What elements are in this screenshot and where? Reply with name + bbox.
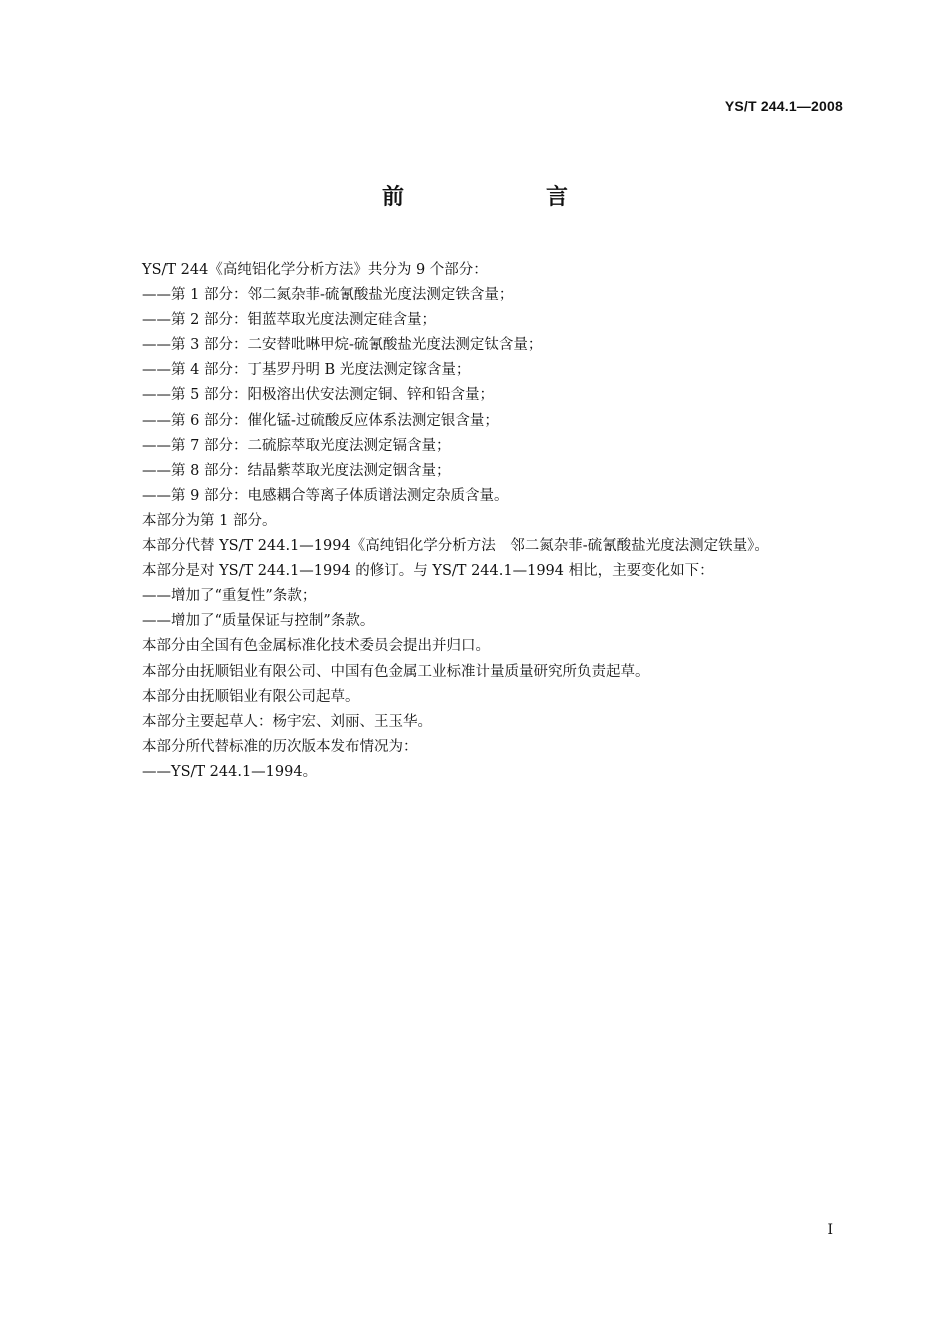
text-line: ——第 4 部分：丁基罗丹明 B 光度法测定镓含量；: [142, 362, 471, 379]
foreword-body: [142, 258, 862, 785]
text-line: 本部分代替 YS/T 244.1—1994《高纯铝化学分析方法 邻二氮杂菲-硫氰酸盐光度法测定铁量》。: [142, 538, 769, 555]
text-line: 本部分由抚顺铝业有限公司、中国有色金属工业标准计量质量研究所负责起草。: [142, 663, 650, 680]
text-line: 本部分主要起草人：杨宇宏、刘丽、王玉华。: [142, 713, 432, 730]
text-line: 本部分为第 1 部分。: [142, 512, 277, 529]
text-line: ——第 6 部分：催化锰-过硫酸反应体系法测定银含量；: [142, 412, 499, 429]
text-line: 本部分是对 YS/T 244.1—1994 的修订。与 YS/T 244.1—1994 相比，主要变化如下：: [142, 563, 714, 580]
page-title: 前 言: [381, 185, 628, 210]
text-line: ——第 2 部分：钼蓝萃取光度法测定硅含量；: [142, 312, 436, 329]
text-line: ——第 8 部分：结晶紫萃取光度法测定铟含量；: [142, 462, 451, 479]
text-line: 本部分由抚顺铝业有限公司起草。: [142, 688, 360, 705]
text-line: 本部分由全国有色金属标准化技术委员会提出并归口。: [142, 638, 490, 655]
text-line: YS/T 244《高纯铝化学分析方法》共分为 9 个部分：: [142, 262, 488, 278]
text-line: ——第 9 部分：电感耦合等离子体质谱法测定杂质含量。: [142, 487, 509, 504]
text-line: ——第 1 部分：邻二氮杂菲-硫氰酸盐光度法测定铁含量；: [142, 287, 514, 304]
text-line: ——第 3 部分：二安替吡啉甲烷-硫氰酸盐光度法测定钛含量；: [142, 337, 543, 354]
text-line: ——第 7 部分：二硫腙萃取光度法测定镉含量；: [142, 437, 451, 454]
text-line: ——增加了“重复性”条款；: [142, 588, 317, 605]
text-line: ——YS/T 244.1—1994。: [142, 763, 318, 780]
text-line: 本部分所代替标准的历次版本发布情况为：: [142, 738, 418, 755]
text-line: ——增加了“质量保证与控制”条款。: [142, 613, 375, 630]
standard-code: YS/T 244.1—2008: [724, 98, 843, 114]
text-line: ——第 5 部分：阳极溶出伏安法测定铜、锌和铅含量；: [142, 387, 494, 404]
page-number: I: [827, 1222, 833, 1238]
